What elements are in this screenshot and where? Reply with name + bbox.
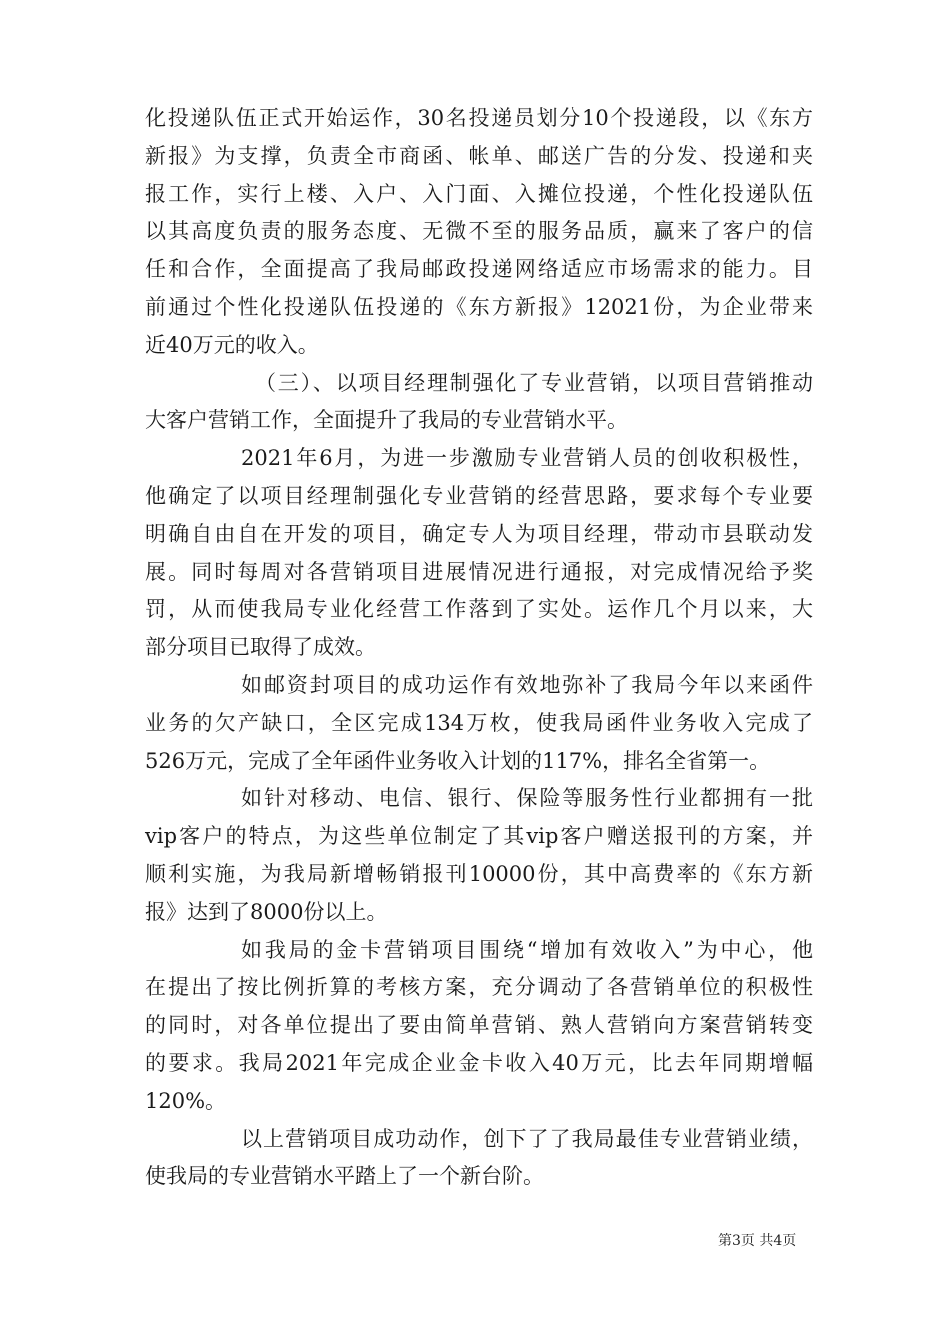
text-line: 120%。 <box>145 1088 227 1113</box>
text-line: 他确定了以项目经理制强化专业营销的经营思路，要求每个专业要 <box>145 483 813 508</box>
text-line: 的同时，对各单位提出了要由简单营销、熟人营销向方案营销转变 <box>145 1013 813 1038</box>
section-heading-line: （三）、以项目经理制强化了专业营销，以项目营销推动 <box>255 370 813 395</box>
text-line: 报工作，实行上楼、入户、入门面、入摊位投递，个性化投递队伍 <box>145 181 813 206</box>
text-line: 以其高度负责的服务态度、无微不至的服务品质，赢来了客户的信 <box>145 219 813 244</box>
text-line: 业务的欠产缺口，全区完成134万枚，使我局函件业务收入完成了 <box>145 710 813 735</box>
text-line: 化投递队伍正式开始运作，30名投递员划分10个投递段，以《东方 <box>145 106 813 130</box>
text-line: 以上营销项目成功动作，创下了了我局最佳专业营销业绩， <box>241 1126 813 1151</box>
document-body <box>145 100 813 1196</box>
page-number: 第3页 共4页 <box>718 1233 797 1249</box>
text-line: 任和合作，全面提高了我局邮政投递网络适应市场需求的能力。目 <box>145 257 813 282</box>
text-line: 如我局的金卡营销项目围绕“增加有效收入”为中心，他 <box>241 937 813 962</box>
text-line: 2021年6月，为进一步激励专业营销人员的创收积极性， <box>241 446 813 471</box>
text-line: 在提出了按比例折算的考核方案，充分调动了各营销单位的积极性 <box>145 975 813 1000</box>
text-line: 近40万元的收入。 <box>145 332 319 357</box>
text-line: 使我局的专业营销水平踏上了一个新台阶。 <box>145 1164 544 1189</box>
text-line: 罚，从而使我局专业化经营工作落到了实处。运作几个月以来，大 <box>145 597 813 622</box>
text-line: 前通过个性化投递队伍投递的《东方新报》12021份，为企业带来 <box>145 294 813 319</box>
text-line: 如针对移动、电信、银行、保险等服务性行业都拥有一批 <box>241 786 813 811</box>
text-line: 报》达到了8000份以上。 <box>145 899 388 924</box>
text-line: vip客户的特点，为这些单位制定了其vip客户赠送报刊的方案，并 <box>145 824 813 849</box>
text-line: 明确自由自在开发的项目，确定专人为项目经理，带动市县联动发 <box>145 521 813 546</box>
text-line: 的要求。我局2021年完成企业金卡收入40万元，比去年同期增幅 <box>145 1050 813 1075</box>
text-line: 526万元，完成了全年函件业务收入计划的117%，排名全省第一。 <box>145 748 771 773</box>
section-heading-line: 大客户营销工作，全面提升了我局的专业营销水平。 <box>145 408 628 433</box>
text-line: 展。同时每周对各营销项目进展情况进行通报，对完成情况给予奖 <box>145 559 813 584</box>
text-line: 如邮资封项目的成功运作有效地弥补了我局今年以来函件 <box>241 672 813 697</box>
text-line: 顺利实施，为我局新增畅销报刊10000份，其中高费率的《东方新 <box>145 861 813 886</box>
text-line: 部分项目已取得了成效。 <box>145 635 376 660</box>
text-line: 新报》为支撑，负责全市商函、帐单、邮送广告的分发、投递和夹 <box>145 143 813 168</box>
